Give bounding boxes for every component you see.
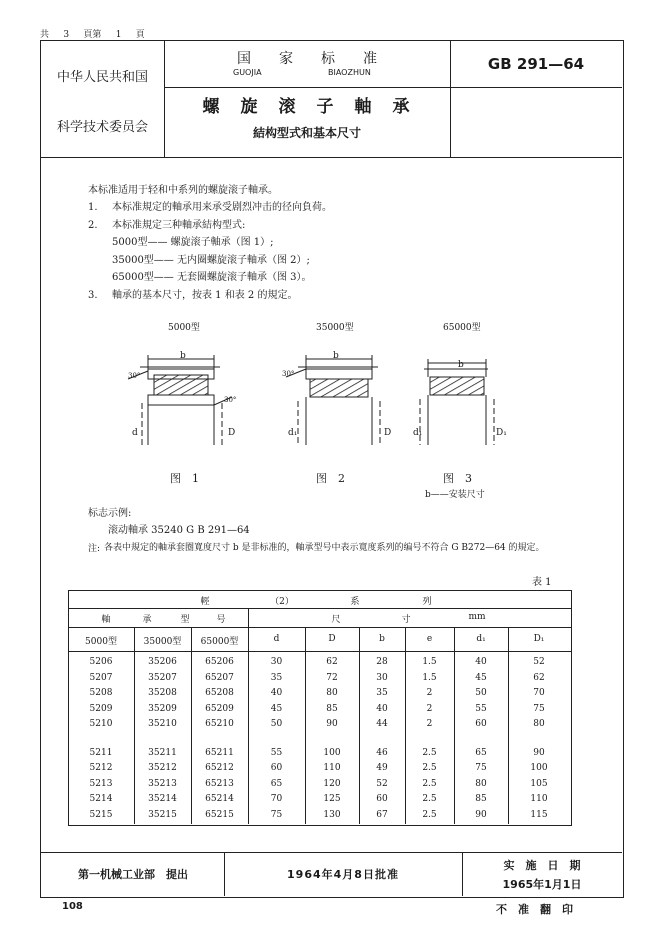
document-subtitle: 結构型式和基本尺寸	[252, 126, 361, 140]
table-cell: 2.5	[422, 763, 437, 773]
table-cell: 35213	[148, 778, 177, 789]
table-cell: 65206	[205, 657, 234, 667]
figure-2-type: 35000型	[316, 323, 354, 333]
table-cell: 2	[426, 688, 433, 698]
table-cell: 2	[426, 703, 433, 714]
table-cell: 85	[326, 703, 338, 714]
table-line-2	[68, 627, 571, 628]
table-cell: 30	[376, 672, 388, 683]
table-cell: 45	[475, 672, 487, 683]
table-cell: 65214	[205, 794, 234, 804]
table-cell: 35215	[148, 809, 177, 820]
body-item: 5000型—— 螺旋滚子軸承（图 1）;	[112, 237, 274, 248]
body-list	[88, 199, 332, 304]
body-item: 35000型—— 无内圈螺旋滚子軸承（图 2）;	[112, 254, 310, 266]
table-cell: 35211	[148, 747, 177, 758]
marking-example: 滚动軸承 35240 G B 291—64	[108, 525, 250, 536]
table-cell: 50	[475, 688, 487, 698]
figure-2-caption: 图 2	[316, 472, 345, 485]
table-line-3	[68, 651, 571, 652]
fig1-angle-label-2: 30°	[224, 396, 237, 404]
body-intro: 本标准适用于轻和中系列的螺旋滚子軸承。	[88, 185, 278, 196]
table-cell: 105	[530, 778, 548, 789]
table-cell: 35207	[148, 672, 177, 683]
col-header: 35000型	[143, 637, 182, 647]
table-cell: 5212	[89, 763, 113, 773]
fig2-d1-label: d₁	[288, 428, 298, 438]
table-cell: 125	[323, 794, 341, 804]
table-cell: 90	[475, 809, 487, 820]
table-cell: 65	[270, 778, 283, 789]
footer-approved: 1964年4月8日批准	[287, 868, 399, 881]
table-cell: 46	[376, 747, 388, 758]
table-cell: 60	[376, 794, 388, 804]
table-cell: 49	[376, 763, 388, 773]
standard-pinyin-2: BIAOZHUN	[328, 68, 371, 77]
table-cell: 72	[326, 672, 338, 683]
table-cell: 65210	[205, 719, 234, 729]
figure-3-drawing	[420, 359, 494, 445]
table-cell: 100	[530, 763, 548, 773]
table-cell: 52	[376, 778, 388, 789]
group-right-2: 寸	[401, 615, 411, 625]
table-cell: 80	[326, 688, 338, 698]
footer-top-line	[40, 852, 622, 853]
page-number: 108	[62, 901, 83, 912]
table-cell: 50	[270, 719, 283, 729]
group-right-1: 尺	[331, 615, 341, 625]
table-cell: 44	[376, 719, 388, 729]
table-cell: 110	[530, 794, 548, 804]
table-cell: 70	[533, 688, 545, 698]
table-cell: 5209	[89, 703, 113, 714]
table-cell: 5214	[89, 794, 113, 804]
series-title-2: （2）	[270, 597, 294, 607]
series-title-1: 輕	[200, 597, 210, 607]
fig3-D1-label: D₁	[496, 428, 507, 438]
note-label: 注:	[88, 544, 101, 554]
table-cell: 120	[323, 778, 341, 789]
body-item: 1. 本标准規定的軸承用来承受剧烈冲击的径向負荷。	[88, 202, 332, 213]
table-cell: 2.5	[422, 809, 437, 820]
group-right-3: mm	[468, 612, 486, 622]
figure-2-drawing	[286, 355, 380, 445]
table-label: 表 1	[532, 577, 552, 588]
table-cell: 5207	[89, 672, 113, 683]
table-cell: 100	[323, 747, 341, 758]
table-cell: 5211	[89, 747, 113, 758]
footer-proposer: 第一机械工业部 提出	[78, 868, 188, 881]
note-text: 各表中規定的軸承套圈寬度尺寸 b 是非标准的，軸承型号中表示寬度系列的编号不符合 G B272—64 的規定。	[104, 543, 545, 553]
fig3-d1-label: d₁	[413, 428, 423, 438]
col-header: D	[328, 634, 336, 644]
table-cell: 2.5	[422, 778, 437, 789]
table-cell: 5206	[89, 657, 113, 667]
table-cell: 40	[475, 657, 487, 667]
org-name-line1: 中华人民共和国	[56, 70, 148, 85]
footer-effective-label: 实 施 日 期	[503, 859, 581, 872]
table-cell: 80	[475, 778, 487, 789]
table-cell: 65215	[205, 809, 234, 820]
footer-effective-date: 1965年1月1日	[502, 878, 582, 891]
table-cell: 5208	[89, 688, 113, 698]
table-cell: 65208	[205, 688, 234, 698]
table-cell: 65	[475, 747, 487, 758]
table-cell: 35	[270, 672, 283, 683]
col-header: e	[426, 634, 433, 644]
fig1-d-label: d	[132, 428, 138, 438]
figure-1-type: 5000型	[168, 323, 200, 333]
table-cell: 80	[533, 719, 545, 729]
document-title: 螺 旋 滚 子 軸 承	[202, 97, 412, 117]
series-title-4: 列	[422, 597, 432, 607]
table-cell: 62	[533, 672, 545, 683]
table-cell: 40	[376, 703, 388, 714]
fig1-angle-label: 30°	[128, 372, 141, 380]
table-cell: 115	[530, 809, 548, 820]
figure-3-caption: 图 3	[443, 472, 472, 485]
table-cell: 70	[270, 794, 283, 804]
table-cell: 90	[326, 719, 338, 729]
figure-3-note: b——安装尺寸	[425, 490, 485, 500]
table-cell: 65211	[205, 747, 234, 758]
table-cell: 35212	[148, 763, 177, 773]
table-cell: 85	[475, 794, 487, 804]
group-left-4: 号	[216, 615, 226, 625]
table-cell: 2.5	[422, 747, 437, 758]
fig1-D-label: D	[228, 428, 236, 438]
table-cell: 67	[376, 809, 388, 820]
group-left-1: 軸	[101, 615, 111, 625]
marking-heading: 标志示例:	[88, 508, 132, 519]
table-cell: 110	[323, 763, 341, 773]
table-cell: 52	[533, 657, 545, 667]
table-cell: 30	[270, 657, 283, 667]
table-cell: 35	[376, 688, 388, 698]
table-cell: 62	[326, 657, 338, 667]
table-cell: 65212	[205, 763, 234, 773]
table-cell: 40	[270, 688, 283, 698]
col-header: 5000型	[85, 637, 117, 647]
standard-number: GB 291—64	[487, 55, 585, 73]
group-left-3: 型	[180, 615, 190, 625]
table-cell: 28	[376, 657, 388, 667]
table-cell: 5215	[89, 809, 113, 820]
table-cell: 65209	[205, 703, 234, 714]
table-cell: 35210	[148, 719, 177, 729]
col-header: b	[379, 634, 385, 644]
table-cell: 5213	[89, 778, 113, 789]
table-cell: 65207	[205, 672, 234, 683]
col-header: 65000型	[200, 637, 239, 647]
fig2-angle-label: 30°	[282, 370, 295, 378]
table-cell: 35208	[148, 688, 177, 698]
table-cell: 2	[426, 719, 433, 729]
table-cell: 2.5	[422, 794, 437, 804]
body-item: 2. 本标准規定三种軸承結构型式:	[88, 219, 246, 231]
table-cell: 55	[270, 747, 283, 758]
table-cell: 5210	[89, 719, 113, 729]
fig2-b-label: b	[333, 351, 339, 361]
body-item: 65000型—— 无套圈螺旋滚子軸承（图 3）。	[112, 272, 312, 283]
col-header: d₁	[476, 634, 486, 644]
figure-1-caption: 图 1	[170, 472, 199, 485]
table-cell: 75	[533, 703, 545, 714]
fig2-D-label: D	[384, 428, 392, 438]
table-cell: 1.5	[422, 657, 437, 667]
table-cell: 75	[270, 809, 283, 820]
group-left-2: 承	[142, 615, 152, 625]
table-cell: 75	[475, 763, 487, 773]
header-line-mid	[164, 87, 622, 88]
table-cell: 130	[323, 809, 341, 820]
figure-3-type: 65000型	[443, 323, 481, 333]
fig3-b-label: b	[458, 360, 464, 370]
table-cell: 55	[475, 703, 487, 714]
table-cell: 1.5	[422, 672, 437, 683]
fig1-b-label: b	[180, 351, 186, 361]
header-bottom-line	[40, 157, 622, 158]
series-title-3: 系	[350, 597, 360, 607]
table-cell: 35206	[148, 657, 177, 667]
bearing-drawings	[110, 345, 510, 465]
body-item: 3. 軸承的基本尺寸，按表 1 和表 2 的規定。	[88, 289, 298, 301]
table-cell: 60	[475, 719, 487, 729]
no-reprint-notice: 不 准 翻 印	[496, 903, 573, 916]
table-cell: 65213	[205, 778, 234, 789]
page-counter: 共 3 頁第 1 頁	[40, 30, 145, 40]
col-header: d	[273, 634, 280, 644]
standard-type: 国 家 标 准	[237, 51, 377, 67]
table-line-1	[68, 608, 571, 609]
figure-1-drawing	[128, 355, 232, 445]
org-name-line2: 科学技术委员会	[56, 120, 148, 135]
col-header: D₁	[533, 634, 545, 644]
table-cell: 90	[533, 747, 545, 758]
table-cell: 45	[270, 703, 283, 714]
table-cell: 35214	[148, 794, 177, 804]
table-cell: 35209	[148, 703, 177, 714]
table-cell: 60	[270, 763, 283, 773]
standard-pinyin-1: GUOJIA	[233, 68, 262, 77]
